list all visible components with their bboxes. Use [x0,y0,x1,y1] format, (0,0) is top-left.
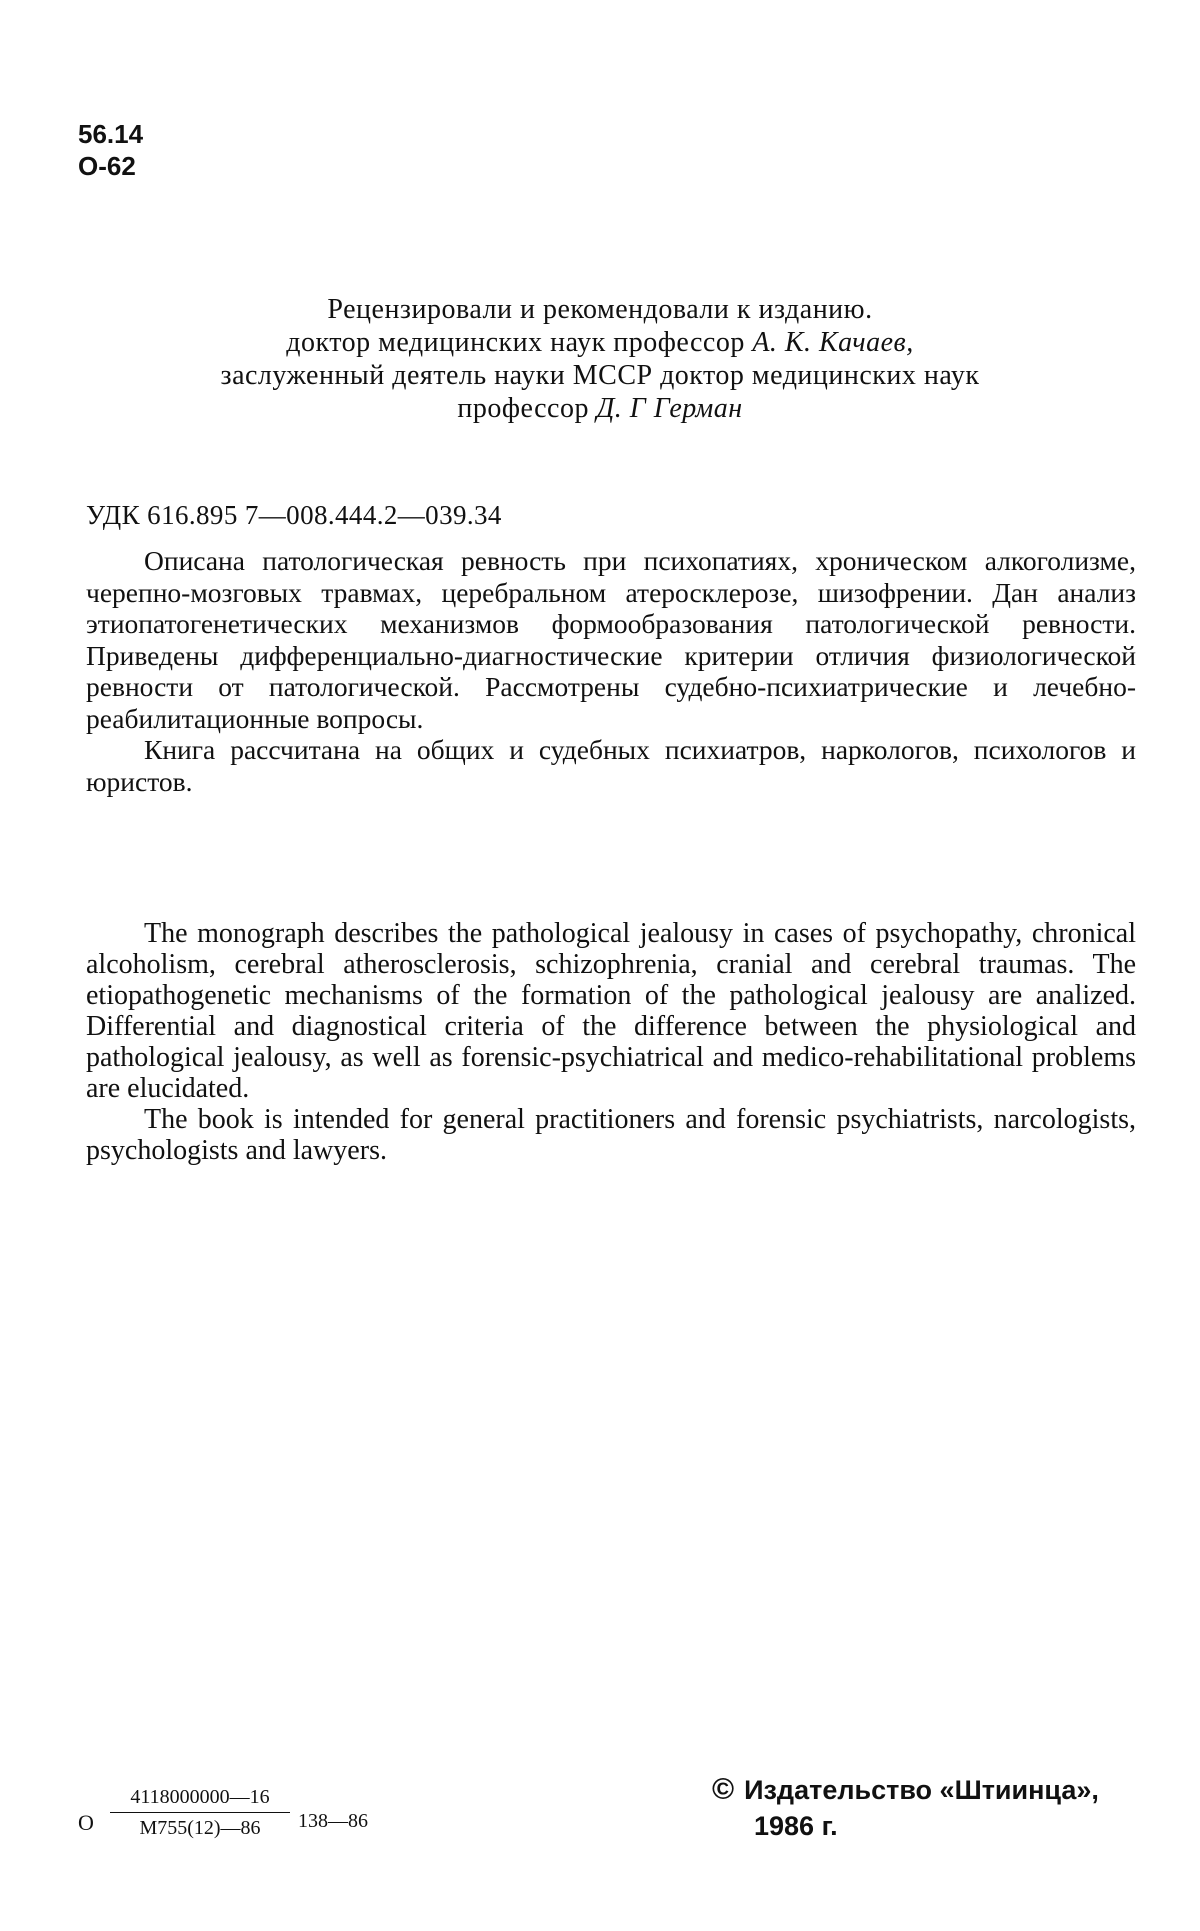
reviewer-1-title: доктор медицинских наук профессор [286,327,745,358]
abstract-en-paragraph-2: The book is intended for general practitioners and forensic psychiatrists, narcologists, psychologists and lawyers. [86,1104,1136,1166]
abstract-russian [86,545,1136,797]
reviewers-block [120,293,1080,425]
publication-index [78,1786,438,1866]
publisher-name: Издательство «Штиинца», [744,1775,1099,1805]
udk-code: УДК 616.895 7—008.444.2—039.34 [86,500,502,530]
abstract-ru-paragraph-1: Описана патологическая ревность при психопатиях, хроническом алкоголизме, черепно-мозговых травмах, церебральном атеросклерозе, шизофрении. Дан анализ этиопатогенетических механизмов формообразования патологической ревности. Приведены дифференциально-диагностические критерии отличия физиологической ревности от патологической. Рассмотрены судебно-психиатрические и лечебно-реабилитационные вопросы. [86,545,1136,734]
abstract-en-paragraph-1: The monograph describes the pathological jealousy in cases of psychopathy, chronical alcoholism, cerebral atherosclerosis, schizophrenia, cranial and cerebral traumas. The etiopathogenetic mechanisms of the formation of the pathological jealousy are analized. Differential and diagnostical criteria of the difference between the physiological and pathological jealousy, as well as forensic-psychiatrical and medico-rehabilitational problems are elucidated. [86,918,1136,1104]
abstract-ru-paragraph-2: Книга рассчитана на общих и судебных психиатров, наркологов, психологов и юристов. [86,734,1136,797]
reviewer-2-name: Д. Г Герман [596,393,743,424]
reviewer-1 [120,326,1080,359]
bbk-code: 56.14 [78,119,144,149]
classification-block [78,118,143,182]
publication-year: 1986 г. [754,1811,838,1841]
copyright-block [712,1772,1099,1844]
index-code: 138—86 [298,1810,368,1832]
reviewer-2 [120,392,1080,425]
abstract-english [86,918,1136,1166]
copyright-icon: © [712,1773,735,1806]
index-numerator: 4118000000—16 [110,1786,290,1813]
reviewer-1-name: А. К. Качаев, [752,327,914,358]
reviewer-2-title: заслуженный деятель науки МССР доктор медицинских наук [220,360,980,391]
reviewer-2-rank: профессор [457,393,589,424]
reviewers-heading: Рецензировали и рекомендовали к изданию. [327,294,873,325]
index-prefix: О [78,1810,94,1835]
author-mark: О-62 [78,151,136,181]
index-denominator: М755(12)—86 [139,1817,261,1839]
